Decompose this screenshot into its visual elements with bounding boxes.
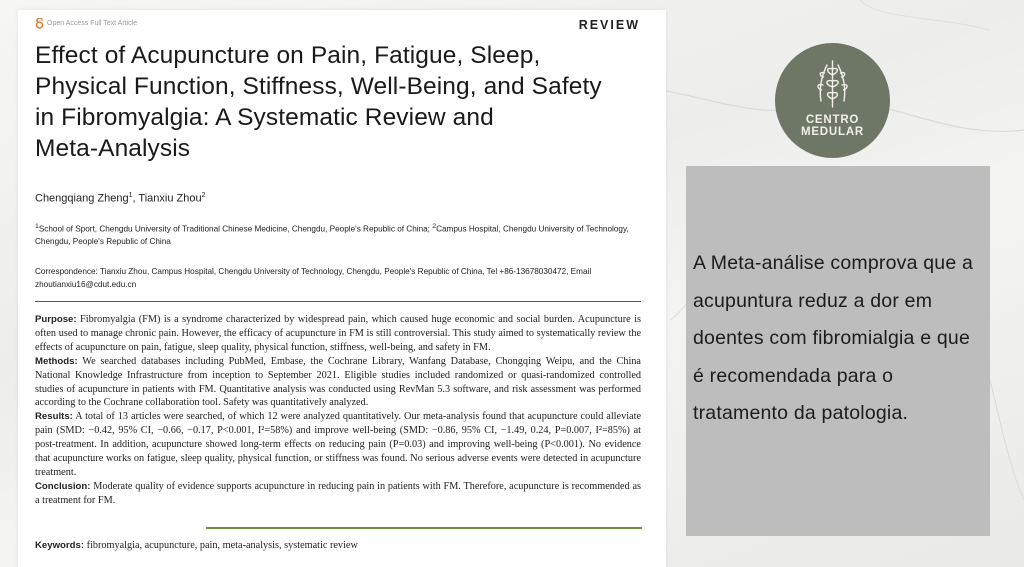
affiliation-text: School of Sport, Chengdu University of Traditional Chinese Medicine, Chengdu, People's Republic of China; [38,224,433,234]
abstract-methods [35,355,641,411]
author-separator: , [132,192,139,205]
open-access-label: Open Access Full Text Article [47,20,138,27]
affiliations [35,221,655,249]
affiliation-text: Campus Hospital, Chengdu University of Technology, Chengdu, People's Republic of China [35,224,629,247]
abstract-heading: Conclusion: [35,480,91,492]
abstract-text: A total of 13 articles were searched, of which 12 were analyzed quantitatively. Our meta-analysis found that acupuncture could alleviate pain (SMD: −0.42, 95% CI, −0.66, −0.17, P<0.001, I²=58%) and improve well-being (SMD: −0.86, 95% CI, −1.49, 0.24, P=0.007, I²=85%) at post-treatment. In addition, acupuncture showed long-term effects on reducing pain (P=0.03) and improving well-being (P<0.001). No evidence that acupuncture works on fatigue, sleep quality, physical function, or stiffness was found. No serious adverse events were detected in acupuncture treatment. [35,411,641,478]
affiliation-mark: 1 [35,223,39,230]
correspondence: Correspondence: Tianxiu Zhou, Campus Hospital, Chengdu University of Technology, Chengdu, People's Republic of China, Tel +86-13678030472, Email zhoutianxiu16@cdut.edu.cn [35,267,592,289]
author-affiliation-mark: 1 [128,192,133,199]
paper-page [18,10,666,567]
abstract [35,313,641,508]
leaves-icon [805,55,860,110]
highlight-underline [206,527,642,529]
abstract-purpose [35,313,641,355]
abstract-text: We searched databases including PubMed, Embase, the Cochrane Library, Wanfang Database, Chongqing Weipu, and the China National Knowledge Infrastructure from inception to September 2021. Eligible studies included randomized or quasi-randomized controlled studies of acupuncture in patients with FM. Quantitative analysis was conducted using RevMan 5.3 software, and risk assessment was performed according to the Cochrane collaboration tool. Safety was quantitatively analyzed. [35,355,641,409]
author-name: Chengqiang Zheng [35,192,129,205]
abstract-text: Fibromyalgia (FM) is a syndrome characterized by widespread pain, which caused huge economic and social burden. Acupuncture is often used to manage chronic pain. However, the efficacy of acupuncture in FM is still controversial. This study aimed to systematically review the effects of acupuncture on pain, fatigue, sleep quality, physical function, stiffness, well-being, and safety in FM. [35,314,641,353]
abstract-heading: Methods: [35,355,78,367]
article-type: REVIEW [578,18,640,32]
abstract-heading: Purpose: [35,314,77,325]
keywords-heading: Keywords: [35,540,85,551]
author-list [35,192,206,205]
keywords [35,540,641,551]
paper-title: Effect of Acupuncture on Pain, Fatigue, Sleep, Physical Function, Stiffness, Well-Being, and Safety in Fibromyalgia: A Systematic Review and Meta-Analysis [35,42,602,162]
keywords-text: fibromyalgia, acupuncture, pain, meta-analysis, systematic review [84,540,358,551]
abstract-heading: Results: [35,411,73,423]
open-access-header [35,18,137,29]
open-access-icon [35,18,44,29]
logo-line: MEDULAR [800,126,865,138]
centro-medular-logo [775,43,890,158]
author-name: Tianxiu Zhou [138,192,202,205]
caption-text: A Meta-análise comprova que a acupuntura reduz a dor em doentes com fibromialgia e que é recomendada para o tratamento da patologia. [693,252,974,424]
author-affiliation-mark: 2 [201,192,206,199]
affiliation-mark: 2 [432,223,437,230]
abstract-text: Moderate quality of evidence supports acupuncture in reducing pain in patients with FM. Therefore, acupuncture is recommended as a treatment for FM. [35,480,641,506]
logo-text [775,114,890,138]
abstract-conclusion [35,480,641,508]
abstract-results [35,410,641,480]
divider [35,301,641,302]
logo-line: CENTRO [805,114,860,126]
